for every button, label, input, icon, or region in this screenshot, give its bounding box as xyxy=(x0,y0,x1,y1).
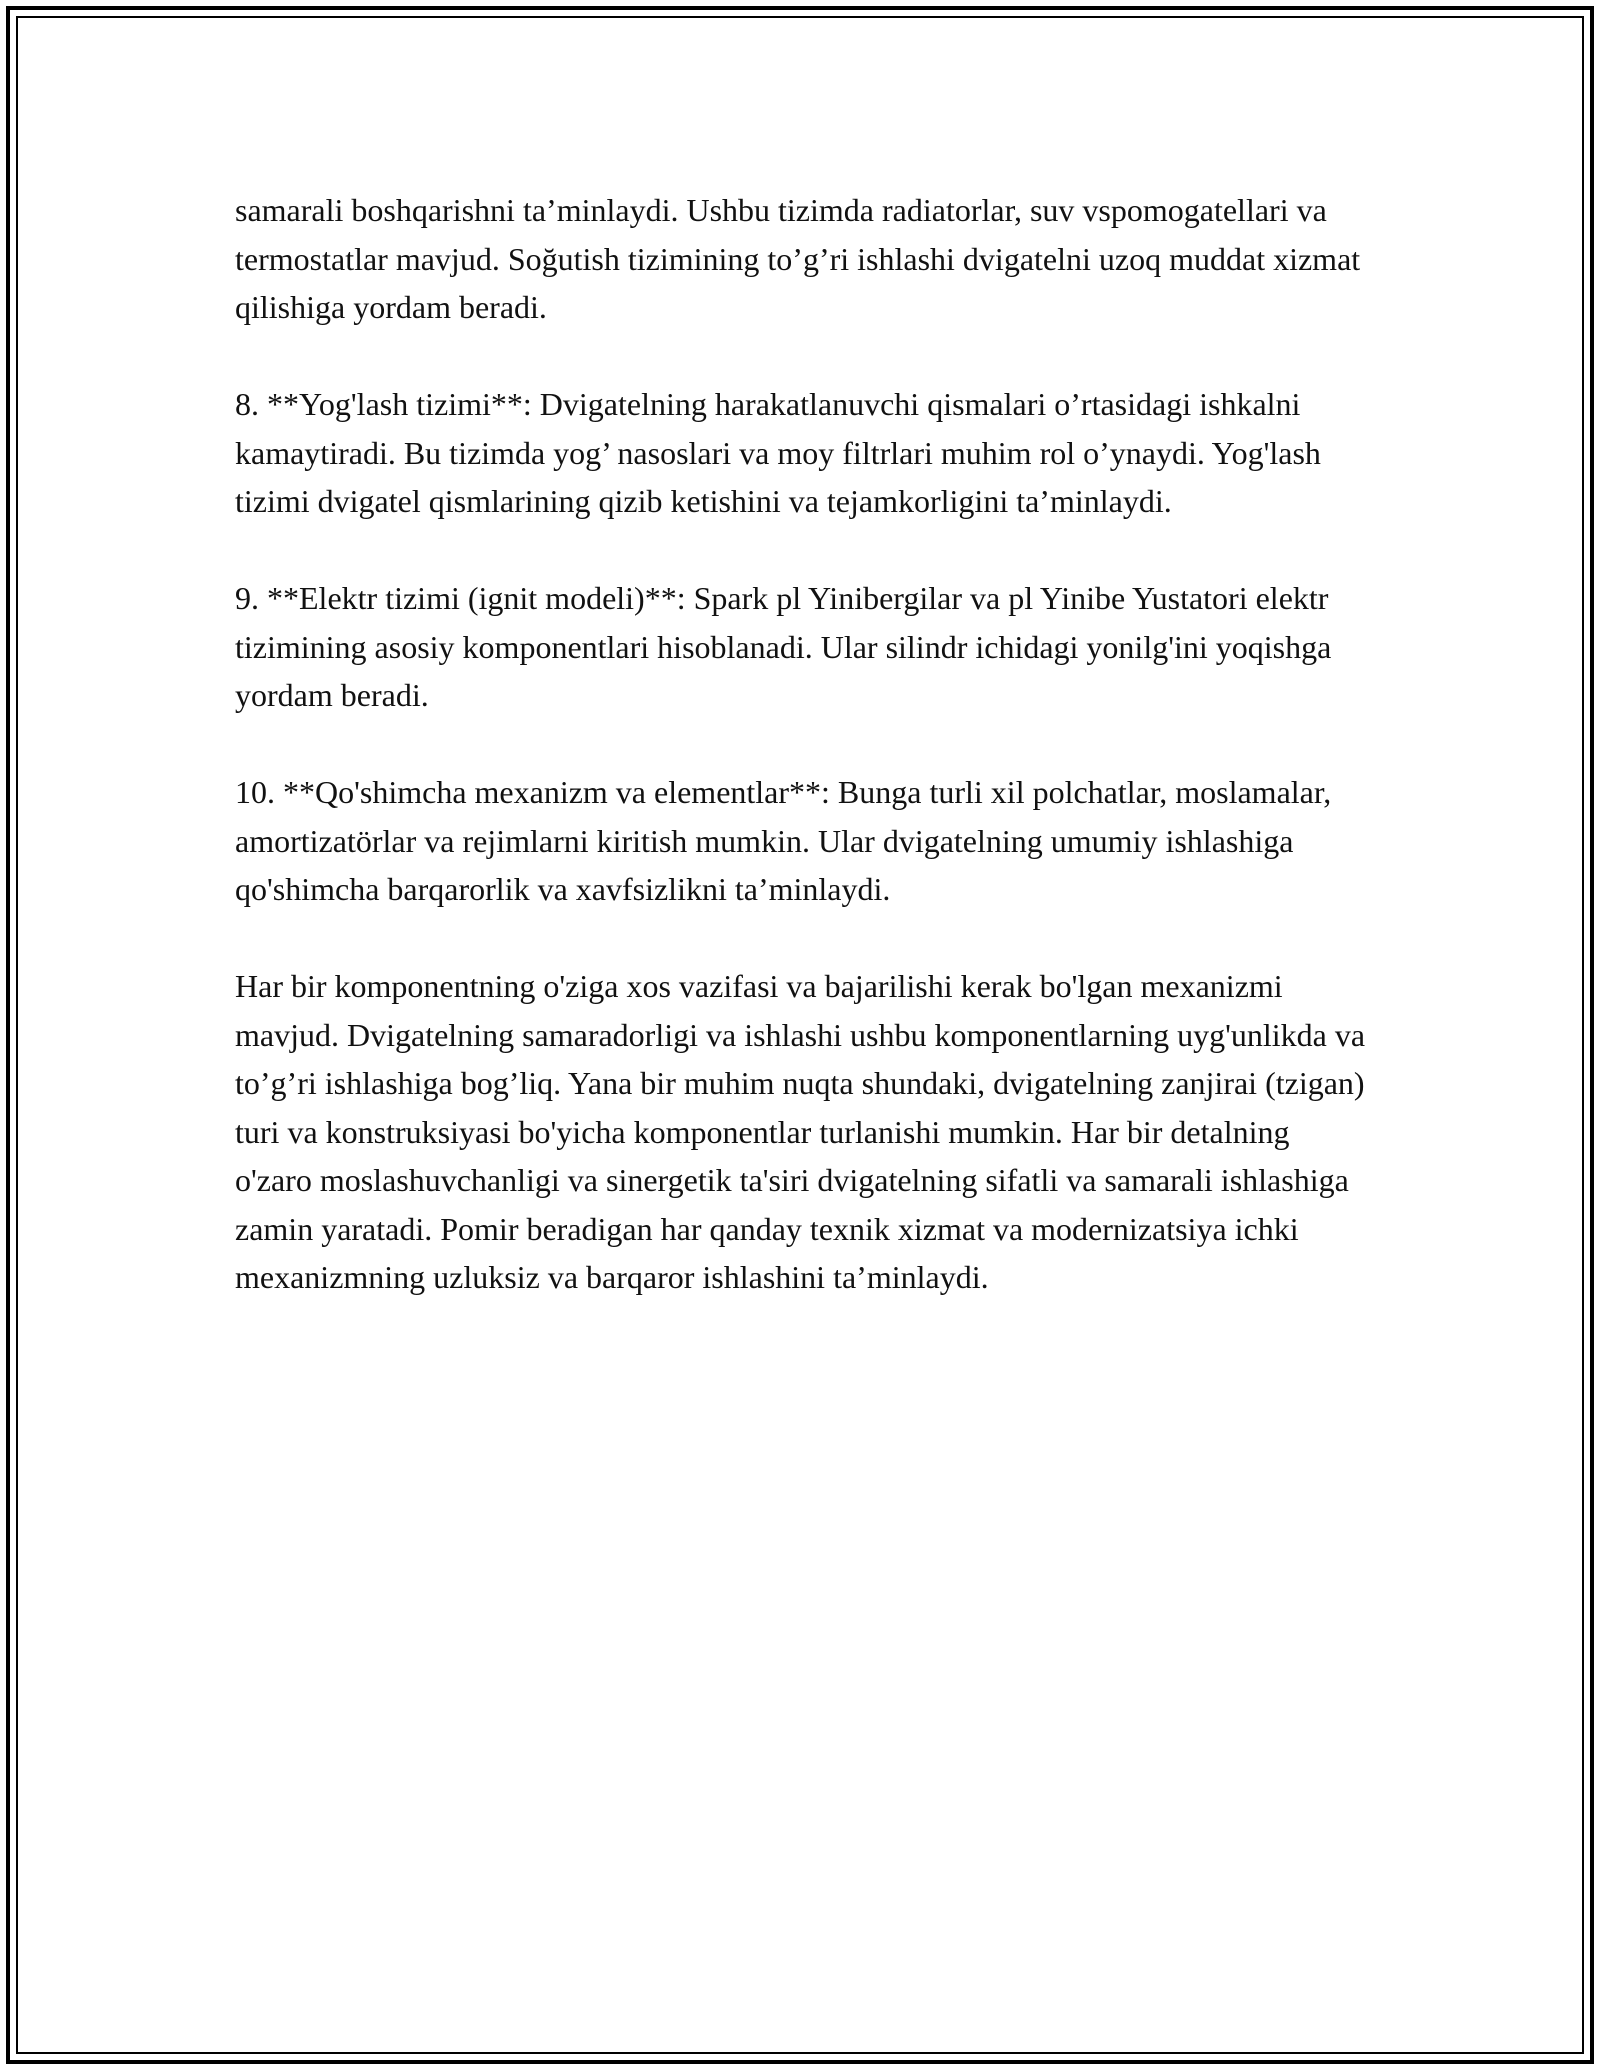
paragraph-lubrication-system: 8. **Yog'lash tizimi**: Dvigatelning harakatlanuvchi qismalari o’rtasidagi ishkalni kamaytiradi. Bu tizimda yog’ nasoslari va moy filtrlari muhim rol o’ynaydi. Yog'lash tizimi dvigatel qismlarining qizib ketishini va tejamkorligini ta’minlaydi. xyxy=(235,386,1321,519)
paragraph-cooling-system-continued: samarali boshqarishni ta’minlaydi. Ushbu tizimda radiatorlar, suv vspomogatellari va termostatlar mavjud. Soğutish tizimining to’g’ri ishlashi dvigatelni uzoq muddat xizmat qilishiga yordam beradi. xyxy=(235,192,1361,325)
paragraph-conclusion: Har bir komponentning o'ziga xos vazifasi va bajarilishi kerak bo'lgan mexanizmi mavjud. Dvigatelning samaradorligi va ishlashi ushbu komponentlarning uyg'unlikda va to’g’ri ishlashiga bog’liq. Yana bir muhim nuqta shundaki, dvigatelning zanjirai (tzigan) turi va konstruksiyasi bo'yicha komponentlar turlanishi mumkin. Har bir detalning o'zaro moslashuvchanligi va sinergetik ta'siri dvigatelning sifatli va samarali ishlashiga zamin yaratadi. Pomir beradigan har qanday texnik xizmat va modernizatsiya ichki mexanizmning uzluksiz va barqaror ishlashini ta’minlaydi. xyxy=(235,968,1366,1295)
paragraph-additional-mechanisms: 10. **Qo'shimcha mexanizm va elementlar**: Bunga turli xil polchatlar, moslamalar, amortizatörlar va rejimlarni kiritish mumkin. Ular dvigatelning umumiy ishlashiga qo'shimcha barqarorlik va xavfsizlikni ta’minlaydi. xyxy=(235,774,1332,907)
document-body xyxy=(235,186,1370,1302)
paragraph-electrical-system: 9. **Elektr tizimi (ignit modeli)**: Spark pl Yinibergilar va pl Yinibe Yustatori elektr tizimining asosiy komponentlari hisoblanadi. Ular silindr ichidagi yonilg'ini yoqishga yordam beradi. xyxy=(235,580,1332,713)
